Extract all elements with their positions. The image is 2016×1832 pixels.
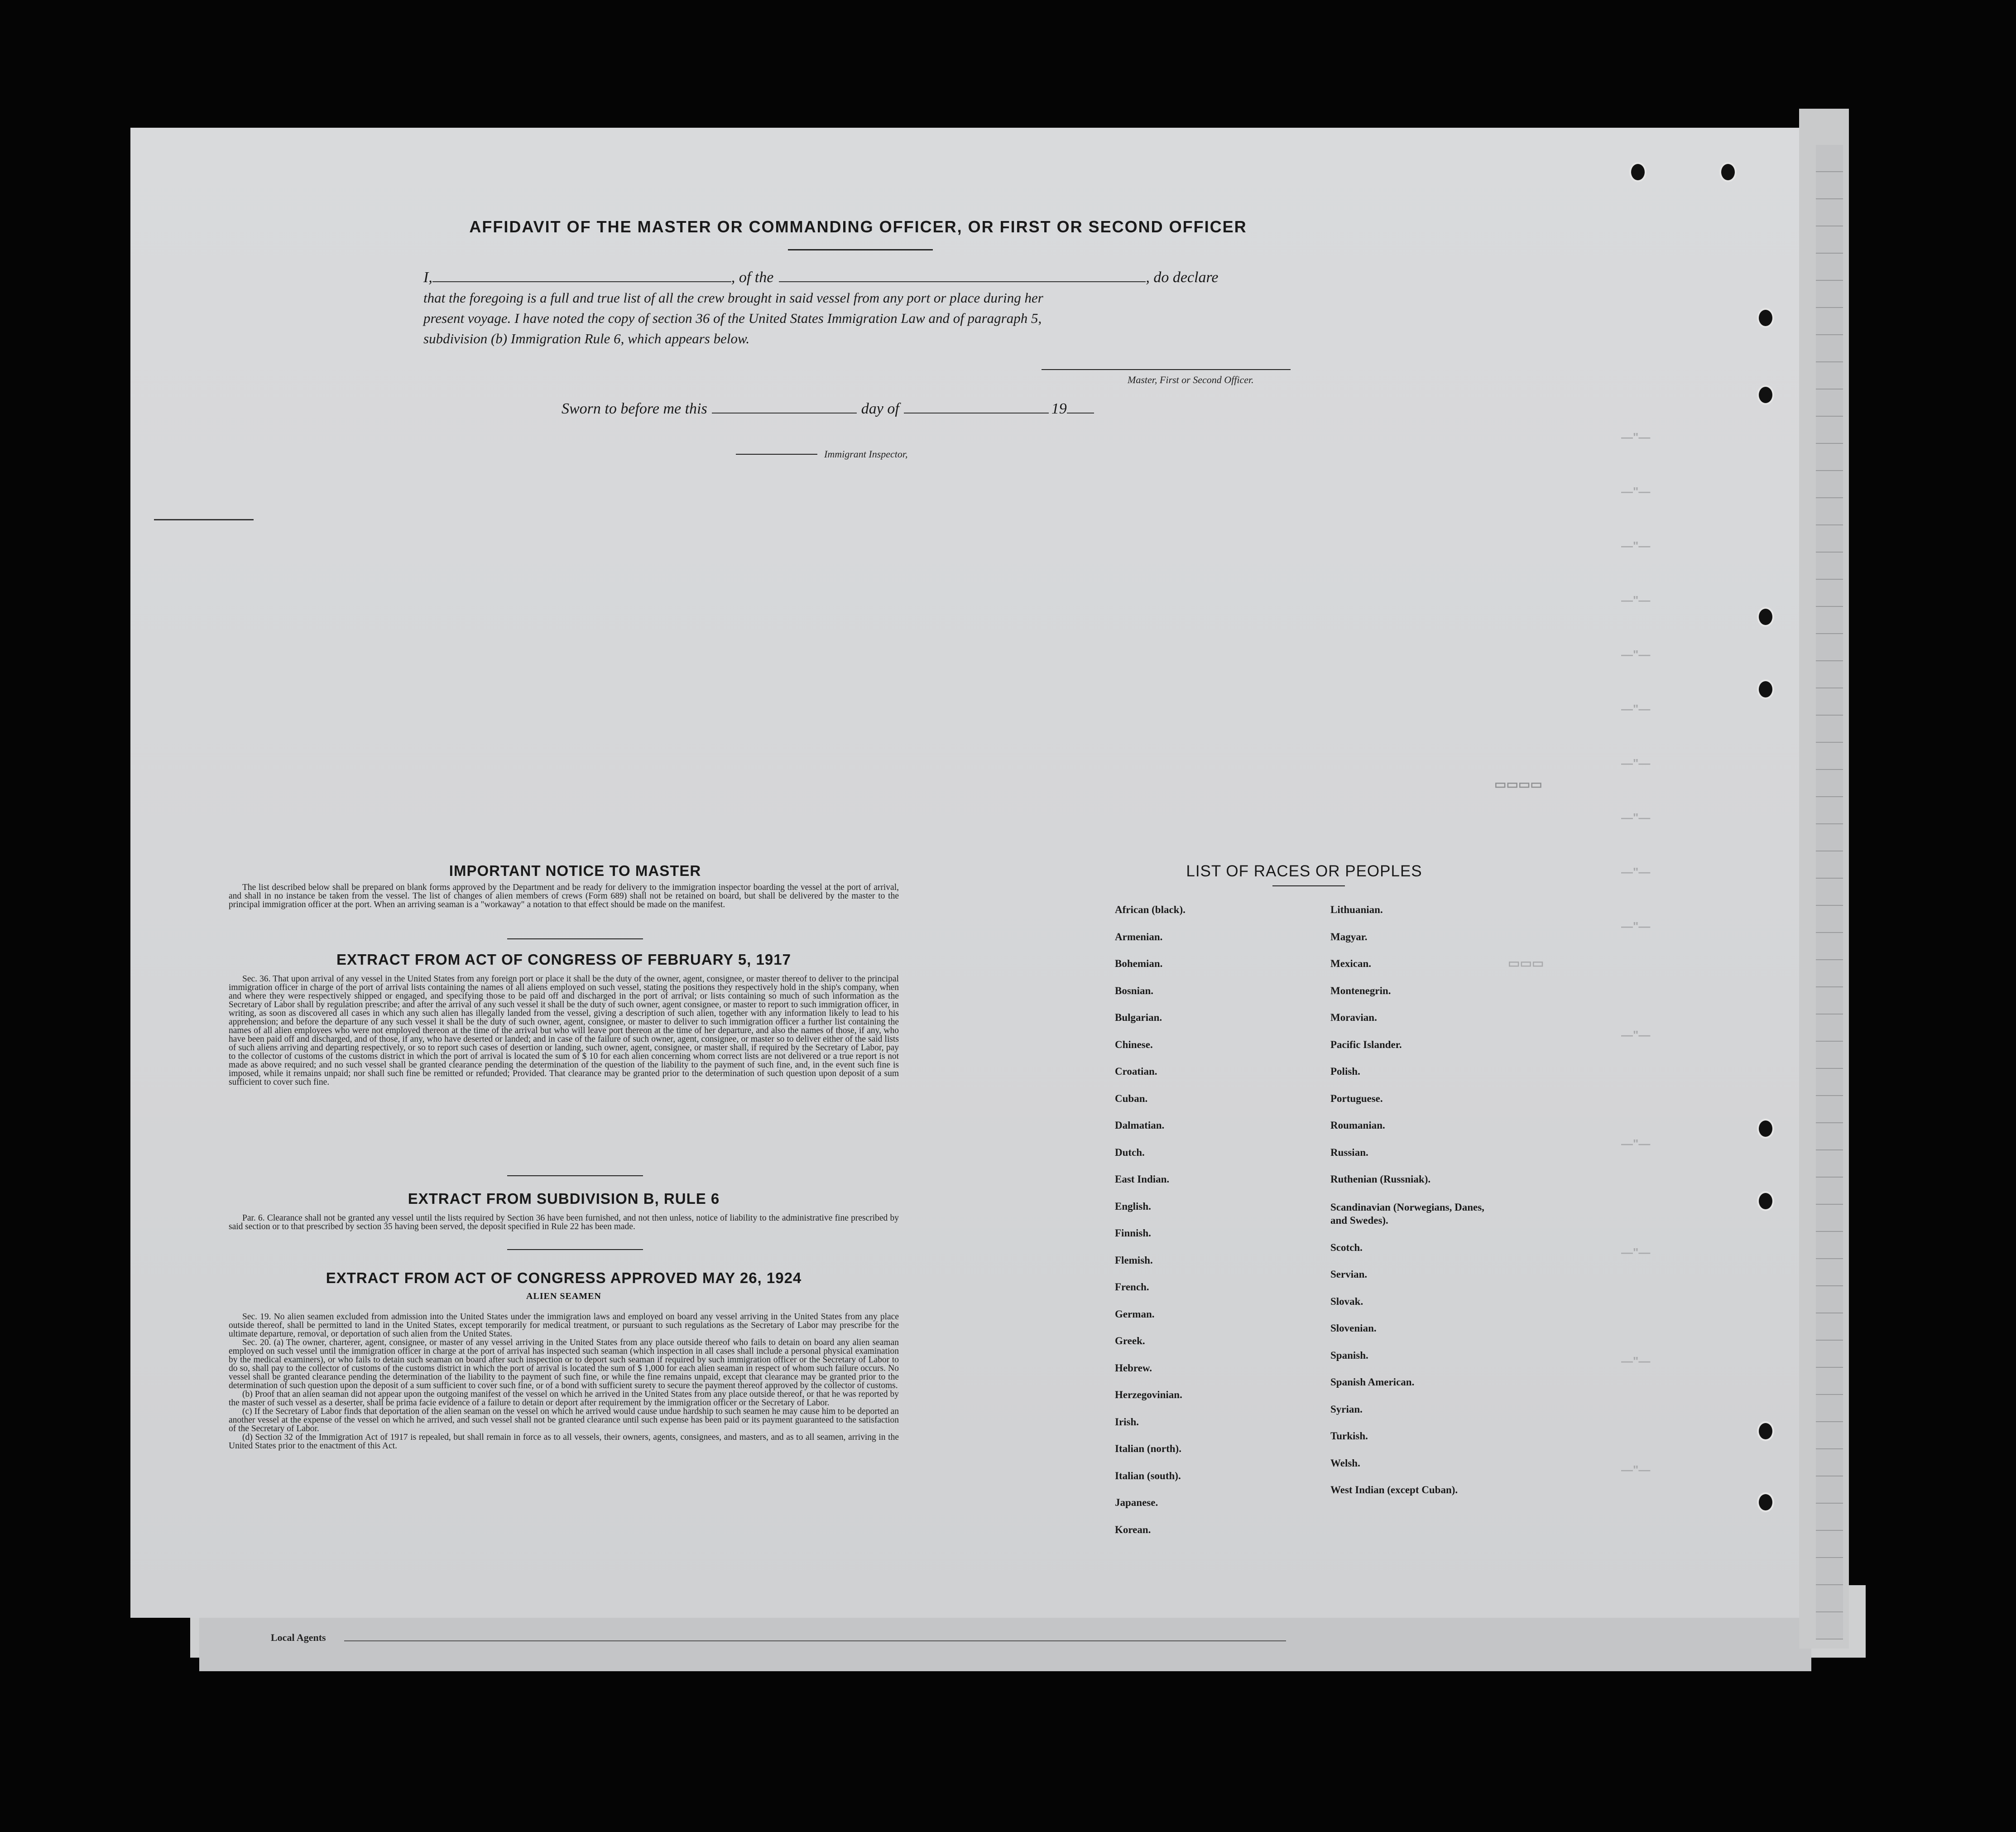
sworn-day-of: day of: [861, 400, 899, 417]
decl-line-4: subdivision (b) Immigration Rule 6, which appears below.: [423, 331, 750, 346]
decl-of-the: , of the: [731, 269, 774, 286]
races-title: LIST OF RACES OR PEOPLES: [1186, 862, 1422, 880]
sworn-line: [562, 399, 1150, 419]
races-title-rule: [1272, 885, 1345, 886]
extract-1924-sec20a: Sec. 20. (a) The owner, charterer, agent, consignee, or master of any vessel arriving in the United States from any place outside thereof who fails to detain on board any alien seaman employed on such vessel until the immigration officer in charge at the port of arrival has inspected such seaman (which inspection in all cases shall include a personal physical examination by the medical examiners), or who fails to detain such seaman on board after such inspection or to deport such seaman if required by such immigration officer or the Secretary of Labor to do so, shall pay to the collector of customs of the customs district in which the port of arrival is located the sum of $ 1,000 for each alien seaman in respect of whom such failure occurs. No vessel shall be granted clearance pending the determination of the liability to the payment of such fine, or while the fine remains unpaid, except that clearance may be granted prior to the determination of such question upon the deposit of a sum sufficient to cover such fine, or of a bond with sufficient surety to secure the payment thereof approved by the collector of customs.: [229, 1338, 899, 1390]
race-item: Scandinavian (Norwegians, Danes, and Swedes).: [1330, 1201, 1484, 1226]
inspector-line[interactable]: [736, 454, 817, 455]
race-item: Turkish.: [1330, 1430, 1368, 1442]
extract-1924-sec19: Sec. 19. No alien seamen excluded from admission into the United States under the immigration laws and employed on board any vessel arriving in the United States from any place outside thereof, shall be permitted to land in the United States, except temporarily for medical treatment, or pursuant to such regulations as the Secretary of Labor may prescribe for the ultimate departure, removal, or deportation of such alien from the United States.: [229, 1312, 899, 1339]
extract-1924-sec20c: (c) If the Secretary of Labor finds that deportation of the alien seaman on the vessel on which he arrived would cause undue hardship to such seamen he may cause him to be deported an another vessel at the expense of the vessel on which he arrived, and such vessel shall not be granted clearance until such expense has been paid or its payment guaranteed to the satisfaction of the Secretary of Labor.: [229, 1407, 899, 1433]
decl-do-declare: , do declare: [1146, 269, 1219, 286]
race-item: Dutch.: [1115, 1146, 1145, 1158]
local-agents-label: Local Agents: [271, 1632, 326, 1643]
rule6-text: [229, 1214, 899, 1231]
race-item: German.: [1115, 1308, 1155, 1320]
race-item: Hebrew.: [1115, 1362, 1152, 1374]
extract-1924-text: [229, 1313, 899, 1450]
race-item: Irish.: [1115, 1416, 1139, 1428]
race-item: Dalmatian.: [1115, 1120, 1165, 1131]
race-item: Flemish.: [1115, 1254, 1153, 1266]
race-item: English.: [1115, 1200, 1151, 1212]
race-item: Russian.: [1330, 1146, 1368, 1158]
race-item: Italian (south).: [1115, 1470, 1181, 1481]
race-item: Montenegrin.: [1330, 985, 1391, 996]
sworn-text: Sworn to before me this: [562, 400, 707, 417]
race-item: Armenian.: [1115, 931, 1163, 942]
sworn-year: 19: [1051, 400, 1067, 417]
race-item: Portuguese.: [1330, 1092, 1383, 1104]
race-item: Italian (north).: [1115, 1443, 1181, 1454]
race-item: Pacific Islander.: [1330, 1039, 1402, 1050]
extract-1917-paragraph: Sec. 36. That upon arrival of any vessel in the United States from any foreign port or place it shall be the duty of the owner, agent, consignee, or master thereof to deliver to the principal immigration officer in charge of the port of arrival lists containing the names of all aliens employed on such vessel, stating the positions they respectively hold in the ship's company, when and where they were respectively shipped or engaged, and specifying those to be paid off and discharged in the port of arrival; or lists containing so much of such information as the Secretary of Labor shall by regulation prescribe; and after the arrival of any such vessel it shall be the duty of such owner, agent consignee, or master to report to such immigration officer, in writing, as soon as discovered all cases in which any such alien has illegally landed from the vessel, giving a description of such alien, together with any information likely to lead to his apprehension; and before the departure of any such vessel it shall be the duty of such owner, agent, consignee, or master to deliver to such immigration officer a further list containing the names of all alien employees who were not employed thereon at the time of the arrival but who will leave port thereon at the time of her departure, and also the names of those, if any, who have been paid off and discharged, and of those, if any, who have deserted or landed; and in case of the failure of such owner, agent, consignee, or master so to deliver either of the said lists of such aliens arriving and departing respectively, or so to report such cases of desertion or landing, such owner, agent, consignee, or master shall, if required by the Secretary of Labor, pay to the collector of customs of the customs district in which the port of arrival is located the sum of $ 10 for each alien concerning whom correct lists are not delivered or a true report is not made as above required; and no such vessel shall be granted clearance pending the determination of the question of the liability to the payment of such fine, and, in the event such fine is imposed, while it remains unpaid; nor shall such fine be remitted or refunded; Provided. That clearance may be granted prior to the determination of such question upon deposit of a sum sufficient to cover such fine.: [229, 974, 899, 1087]
name-blank[interactable]: [432, 268, 731, 282]
race-item: Servian.: [1330, 1269, 1368, 1280]
race-item: Cuban.: [1115, 1092, 1148, 1104]
race-item: Croatian.: [1115, 1066, 1157, 1077]
race-item: Syrian.: [1330, 1403, 1363, 1415]
race-item: Finnish.: [1115, 1227, 1151, 1239]
rule6-title: EXTRACT FROM SUBDIVISION B, RULE 6: [408, 1190, 720, 1207]
notice-paragraph: The list described below shall be prepared on blank forms approved by the Department and be ready for delivery to the immigration inspector boarding the vessel at the port of arrival, and shall in no instance be taken from the vessel. The list of changes of alien members of crews (Form 689) shall not be retained on board, but shall be delivered by the master to the principal immigration officer at the port. When an arriving seaman is a "workaway" a notation to that effect should be made on the manifest.: [229, 883, 899, 909]
decl-i: I,: [423, 269, 432, 286]
dashed-mark: [154, 519, 254, 520]
rule6-rule: [507, 1249, 643, 1250]
races-column-2: [1330, 904, 1489, 1511]
race-item: Bohemian.: [1115, 958, 1163, 969]
rule6-paragraph: Par. 6. Clearance shall not be granted any vessel until the lists required by Section 36 have been furnished, and not then unless, notice of liability to the administrative fine prescribed by said section or to that prescribed by section 35 having been served, the deposit specified in Rule 22 has been made.: [229, 1213, 899, 1231]
race-item: Roumanian.: [1330, 1120, 1385, 1131]
extract-1924-sec20d: (d) Section 32 of the Immigration Act of 1917 is repealed, but shall remain in force as to all vessels, their owners, agents, consignees, and masters, and as to all seamen, arriving in the United States prior to the enactment of this Act.: [229, 1433, 899, 1451]
notice-rule: [507, 938, 643, 939]
extract-1917-title: EXTRACT FROM ACT OF CONGRESS OF FEBRUARY 5, 1917: [336, 951, 791, 968]
extract-1924-subtitle: ALIEN SEAMEN: [526, 1291, 601, 1301]
sworn-day-blank[interactable]: [712, 399, 857, 414]
race-item: Lithuanian.: [1330, 904, 1383, 915]
race-item: African (black).: [1115, 904, 1186, 915]
race-item: Spanish.: [1330, 1349, 1368, 1361]
extract-1917-rule: [507, 1175, 643, 1176]
race-item: Moravian.: [1330, 1012, 1377, 1023]
race-item: West Indian (except Cuban).: [1330, 1484, 1458, 1495]
race-item: Mexican.: [1330, 958, 1372, 969]
race-item: Bosnian.: [1115, 985, 1154, 996]
race-item: Bulgarian.: [1115, 1012, 1162, 1023]
race-item: Slovak.: [1330, 1295, 1363, 1307]
races-column-1: [1115, 904, 1305, 1551]
race-item: Spanish American.: [1330, 1376, 1415, 1388]
extract-1924-sec20b: (b) Proof that an alien seaman did not appear upon the outgoing manifest of the vessel on which he arrived in the United States from any place outside thereof, or that he was reported by the master of such vessel as a deserter, shall be prima facie evidence of a failure to detain or deport after requirement by the immigration officer or the Secretary of Labor.: [229, 1390, 899, 1408]
extract-1924-title: EXTRACT FROM ACT OF CONGRESS APPROVED MAY 26, 1924: [326, 1269, 802, 1286]
local-agents-line: [344, 1640, 1286, 1641]
race-item: Slovenian.: [1330, 1322, 1377, 1334]
race-item: Polish.: [1330, 1066, 1360, 1077]
race-item: Greek.: [1115, 1335, 1145, 1346]
signature-label: Master, First or Second Officer.: [1128, 374, 1254, 385]
under-sheet-2: [199, 1612, 1811, 1671]
right-edge-ruled: [1816, 145, 1843, 1640]
race-item: Magyar.: [1330, 931, 1368, 942]
sworn-year-blank[interactable]: [1067, 399, 1094, 414]
race-item: Japanese.: [1115, 1497, 1158, 1508]
affidavit-declaration: [423, 267, 1297, 349]
sworn-month-blank[interactable]: [904, 399, 1049, 414]
inspector-label: Immigrant Inspector,: [824, 448, 908, 460]
vessel-blank[interactable]: [779, 268, 1146, 282]
signature-line[interactable]: [1042, 369, 1291, 370]
affidavit-title: AFFIDAVIT OF THE MASTER OR COMMANDING OFFICER, OR FIRST OR SECOND OFFICER: [469, 217, 1247, 236]
race-item: Chinese.: [1115, 1039, 1153, 1050]
race-item: Korean.: [1115, 1524, 1151, 1535]
race-item: Welsh.: [1330, 1457, 1360, 1469]
decl-line-3: present voyage. I have noted the copy of section 36 of the United States Immigration Law and of paragraph 5,: [423, 310, 1042, 326]
extract-1917-text: [229, 975, 899, 1087]
race-item: Scotch.: [1330, 1241, 1363, 1253]
race-item: French.: [1115, 1281, 1149, 1293]
race-item: Herzegovinian.: [1115, 1389, 1182, 1400]
race-item: East Indian.: [1115, 1173, 1170, 1185]
race-item: Ruthenian (Russniak).: [1330, 1173, 1431, 1185]
decl-line-2: that the foregoing is a full and true list of all the crew brought in said vessel from any port or place during her: [423, 290, 1043, 306]
affidavit-title-rule: [788, 249, 933, 250]
notice-title: IMPORTANT NOTICE TO MASTER: [449, 862, 701, 879]
notice-text: [229, 883, 899, 909]
